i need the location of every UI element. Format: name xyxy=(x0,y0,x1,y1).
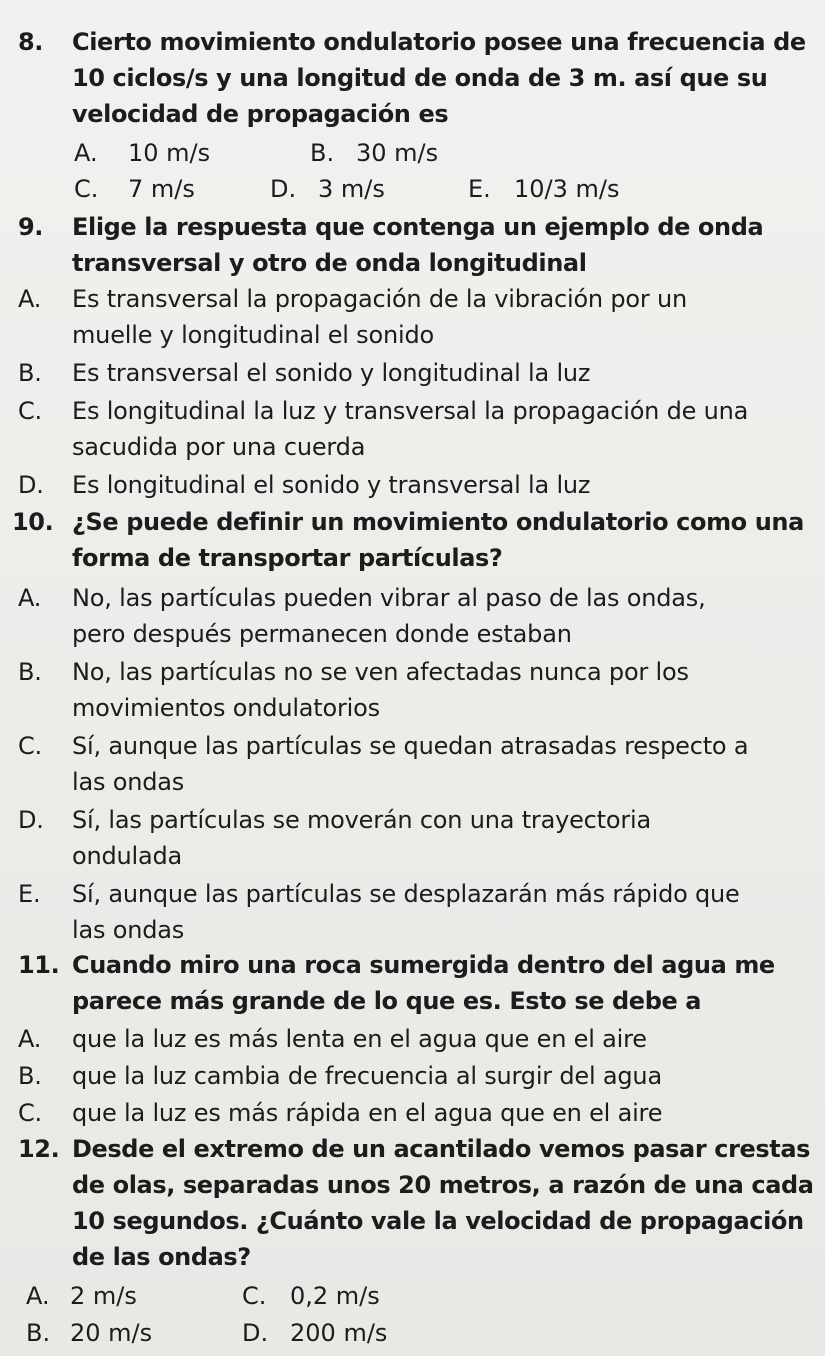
option-text-line: pero después permanecen donde estaban xyxy=(72,620,572,648)
option-text-line: Es transversal el sonido y longitudinal la luz xyxy=(72,359,591,387)
question-text-line: ¿Se puede definir un movimiento ondulatorio como una xyxy=(72,508,804,536)
question-text-line: Elige la respuesta que contenga un ejemplo de onda xyxy=(72,213,764,241)
option-text: 3 m/s xyxy=(318,175,385,203)
option-text-line: movimientos ondulatorios xyxy=(72,694,380,722)
option-letter: D. xyxy=(18,471,44,499)
option-letter: B. xyxy=(310,139,335,167)
option-text: 2 m/s xyxy=(70,1282,137,1310)
option-letter: D. xyxy=(18,806,44,834)
option-text-line: las ondas xyxy=(72,916,185,944)
option-text-line: Sí, las partículas se moverán con una trayectoria xyxy=(72,806,651,834)
option-text-line: muelle y longitudinal el sonido xyxy=(72,321,434,349)
option-text-line: No, las partículas pueden vibrar al paso de las ondas, xyxy=(72,584,706,612)
option-text: 30 m/s xyxy=(356,139,439,167)
option-letter: C. xyxy=(18,397,42,425)
question-text-line: de las ondas? xyxy=(72,1243,251,1271)
question-text-line: 10 segundos. ¿Cuánto vale la velocidad de propagación xyxy=(72,1207,804,1235)
option-row xyxy=(0,1316,825,1350)
option-text: 200 m/s xyxy=(290,1319,388,1347)
option-text-line: que la luz cambia de frecuencia al surgir del agua xyxy=(72,1062,662,1090)
option-text-line: sacudida por una cuerda xyxy=(72,433,366,461)
question-number: 11. xyxy=(18,951,60,979)
question-number: 8. xyxy=(18,28,44,56)
question-number: 12. xyxy=(18,1135,60,1163)
option-text-line: Sí, aunque las partículas se quedan atrasadas respecto a xyxy=(72,732,749,760)
question-text-line: Cuando miro una roca sumergida dentro del agua me xyxy=(72,951,775,979)
option-text: 0,2 m/s xyxy=(290,1282,380,1310)
option-letter: B. xyxy=(18,359,42,387)
question-text-line: parece más grande de lo que es. Esto se debe a xyxy=(72,987,702,1015)
option-letter: A. xyxy=(18,1025,42,1053)
question-text-line: Desde el extremo de un acantilado vemos pasar crestas xyxy=(72,1135,811,1163)
option-letter: D. xyxy=(242,1319,269,1347)
option-row xyxy=(0,172,825,206)
option-letter: C. xyxy=(18,1099,42,1127)
option-letter: C. xyxy=(74,175,99,203)
question-number: 10. xyxy=(12,508,54,536)
option-letter: E. xyxy=(18,880,41,908)
option-text-line: las ondas xyxy=(72,768,185,796)
option-letter: A. xyxy=(74,139,98,167)
option-letter: A. xyxy=(26,1282,50,1310)
option-letter: B. xyxy=(26,1319,51,1347)
option-text-line: Sí, aunque las partículas se desplazarán más rápido que xyxy=(72,880,740,908)
option-text: 20 m/s xyxy=(70,1319,153,1347)
option-text-line: No, las partículas no se ven afectadas nunca por los xyxy=(72,658,689,686)
option-letter: C. xyxy=(242,1282,267,1310)
option-text-line: Es transversal la propagación de la vibración por un xyxy=(72,285,688,313)
question-text-line: Cierto movimiento ondulatorio posee una frecuencia de xyxy=(72,28,806,56)
option-text-line: Es longitudinal la luz y transversal la propagación de una xyxy=(72,397,749,425)
option-text-line: que la luz es más rápida en el agua que en el aire xyxy=(72,1099,663,1127)
question-text-line: de olas, separadas unos 20 metros, a razón de una cada xyxy=(72,1171,814,1199)
option-letter: B. xyxy=(18,658,42,686)
option-letter: D. xyxy=(270,175,297,203)
option-letter: A. xyxy=(18,285,42,313)
question-text-line: velocidad de propagación es xyxy=(72,100,449,128)
option-text-line: ondulada xyxy=(72,842,183,870)
option-letter: C. xyxy=(18,732,42,760)
option-text: 10/3 m/s xyxy=(514,175,620,203)
question-text-line: 10 ciclos/s y una longitud de onda de 3 m. así que su xyxy=(72,64,768,92)
question-text-line: forma de transportar partículas? xyxy=(72,544,503,572)
option-letter: A. xyxy=(18,584,42,612)
question-number: 9. xyxy=(18,213,44,241)
option-text-line: Es longitudinal el sonido y transversal la luz xyxy=(72,471,591,499)
option-letter: E. xyxy=(468,175,491,203)
option-row xyxy=(0,136,825,170)
question-text-line: transversal y otro de onda longitudinal xyxy=(72,249,587,277)
option-letter: B. xyxy=(18,1062,42,1090)
option-text: 7 m/s xyxy=(128,175,195,203)
option-text: 10 m/s xyxy=(128,139,211,167)
option-row xyxy=(0,1279,825,1313)
option-text-line: que la luz es más lenta en el agua que en el aire xyxy=(72,1025,647,1053)
